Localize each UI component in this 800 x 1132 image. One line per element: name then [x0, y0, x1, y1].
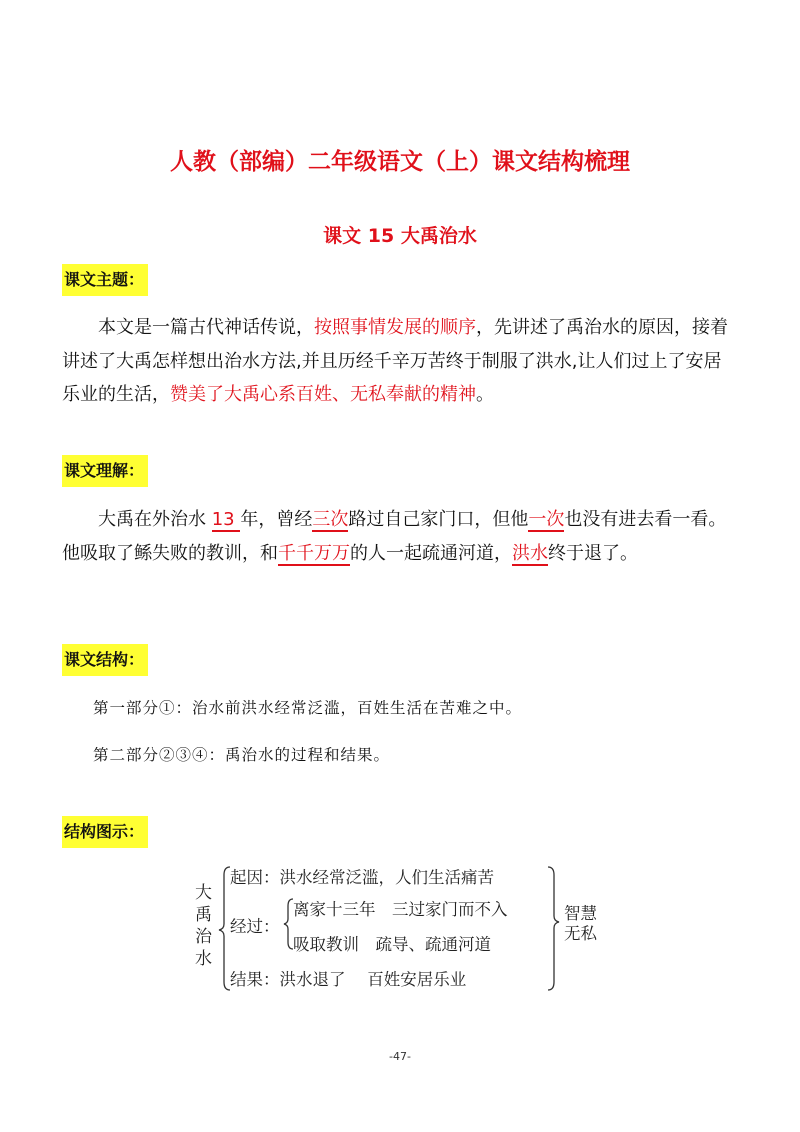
summary-line: 无私 — [564, 924, 597, 943]
diagram-result: 结果：洪水退了 百姓安居乐业 — [230, 970, 467, 989]
u-text-2: 年，曾经 — [240, 509, 313, 530]
structure-diagram — [195, 866, 605, 996]
understanding-paragraph — [62, 503, 738, 570]
right-brace — [548, 867, 559, 990]
theme-heading — [62, 264, 148, 296]
page-number: -47- — [389, 1050, 411, 1063]
theme-text-1: 本文是一篇古代神话传说， — [98, 317, 314, 338]
u-text-6: 终于退了。 — [548, 542, 638, 564]
u-blank-4: 千千万万 — [278, 542, 350, 564]
lesson-subtitle: 课文 15 大禹治水 — [323, 225, 477, 247]
u-text-1: 大禹在外治水 — [98, 509, 212, 530]
page-title: 人教（部编）二年级语文（上）课文结构梳理 — [170, 149, 630, 175]
diagram-summary — [564, 904, 597, 944]
understanding-label: 课文理解： — [62, 455, 148, 487]
topic-char: 治 — [195, 927, 212, 947]
diagram-process-1: 离家十三年 三过家门而不入 — [293, 900, 508, 919]
diagram-process-2: 吸取教训 疏导、疏通河道 — [293, 935, 491, 954]
theme-label: 课文主题： — [62, 264, 148, 296]
topic-char: 大 — [195, 883, 212, 903]
diagram-cause: 起因：洪水经常泛滥，人们生活痛苦 — [230, 868, 494, 887]
theme-text-3: 。 — [476, 384, 494, 405]
u-blank-2: 三次 — [312, 509, 349, 530]
theme-text-2: ，先讲述了禹治水的原因，接着讲述了大禹怎样想出治水方法,并且历经千辛万苦终于制服了洪水,让人们过上了安居乐业的生活， — [62, 317, 728, 405]
process-brace — [284, 899, 293, 949]
structure-part-1: 第一部分①：治水前洪水经常泛滥，百姓生活在苦难之中。 — [93, 699, 523, 717]
u-blank-5: 洪水 — [512, 542, 548, 564]
u-text-3: 路过自己家门口，但他 — [348, 509, 529, 530]
left-brace — [219, 867, 230, 990]
structure-part-2: 第二部分②③④：禹治水的过程和结果。 — [93, 746, 391, 764]
theme-red-2: 赞美了大禹心系百姓、无私奉献的精神 — [170, 384, 476, 405]
structure-heading — [62, 644, 148, 676]
diagram-process-label: 经过： — [230, 917, 280, 936]
theme-paragraph — [62, 311, 738, 412]
structure-label: 课文结构： — [62, 644, 148, 676]
diagram-heading — [62, 816, 148, 848]
u-blank-3: 一次 — [528, 509, 565, 530]
u-text-4: 也没有进去看一看。他吸取了鲧失败的教训，和 — [62, 509, 727, 564]
understanding-heading — [62, 455, 148, 487]
u-blank-1: 13 — [211, 509, 241, 530]
summary-line: 智慧 — [564, 904, 597, 923]
theme-red-1: 按照事情发展的顺序 — [314, 317, 476, 338]
topic-char: 水 — [195, 949, 212, 969]
u-text-5: 的人一起疏通河道， — [350, 542, 512, 564]
topic-char: 禹 — [195, 905, 212, 925]
diagram-label: 结构图示： — [62, 816, 148, 848]
